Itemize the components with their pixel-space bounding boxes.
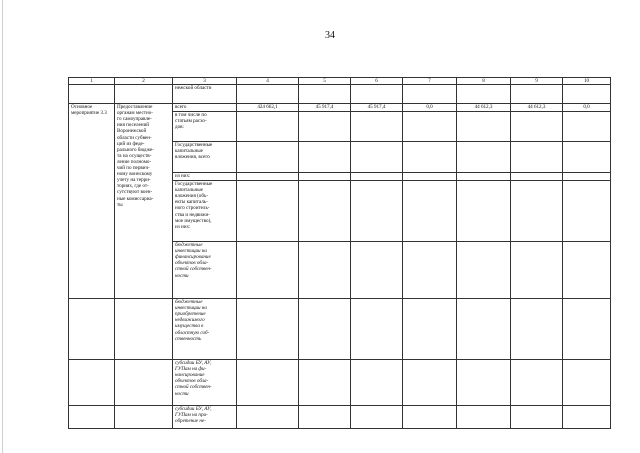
value-cell (237, 242, 299, 299)
value-cell (351, 112, 403, 142)
cell-line: капитальные (175, 148, 203, 155)
table-row (69, 406, 611, 429)
cell-line: капитальные (175, 187, 203, 194)
cell-line: имущества в (175, 323, 204, 330)
table-cell (69, 85, 115, 104)
value-cell (563, 142, 611, 173)
value-cell: 45 917,4 (299, 104, 351, 112)
value-cell (563, 112, 611, 142)
value-cell (511, 142, 563, 173)
value-cell (457, 142, 511, 173)
value-cell (351, 299, 403, 360)
item-cell (173, 406, 237, 429)
cell-line: ности (175, 390, 189, 397)
cell-line: в том числе по (175, 112, 207, 119)
value-cell (299, 242, 351, 299)
header-cell: 9 (511, 78, 563, 85)
table-cell (403, 85, 457, 104)
value-cell (403, 360, 457, 406)
value-cell (457, 112, 511, 142)
table-cell (115, 360, 173, 406)
value-cell (457, 406, 511, 429)
value-cell (299, 299, 351, 360)
table-cell (115, 85, 173, 104)
cell-line: субсидии БУ, АУ, (175, 406, 212, 413)
value-cell (403, 242, 457, 299)
value-cell (457, 181, 511, 242)
table-cell (457, 85, 511, 104)
item-cell (173, 360, 237, 406)
value-cell (403, 173, 457, 181)
cell-line: Предоставление (117, 104, 153, 111)
cell-line: бюджетные (175, 299, 203, 306)
cell-line: из них: (175, 223, 191, 230)
program-table (68, 77, 611, 429)
cell-line: области субвен- (117, 134, 152, 141)
item-cell (173, 142, 237, 173)
cell-line: статьям расхо- (175, 118, 207, 125)
value-cell (511, 242, 563, 299)
value-cell (299, 142, 351, 173)
cell-line: областную соб- (175, 329, 210, 336)
value-cell (351, 360, 403, 406)
value-cell: 424 662,1 (237, 104, 299, 112)
value-cell (403, 112, 457, 142)
continuation-row (69, 85, 611, 104)
page-number: 34 (325, 30, 335, 41)
cell-line: недвижимого (175, 317, 205, 324)
table-cell (69, 406, 115, 429)
table-cell (511, 85, 563, 104)
value-cell (299, 181, 351, 242)
table-cell (115, 299, 173, 360)
value-cell (237, 173, 299, 181)
cell-line: екты капиталь- (175, 199, 208, 206)
table-cell (115, 406, 173, 429)
cell-line: го самоуправле- (117, 116, 152, 123)
cell-line: приобретение (175, 311, 206, 318)
cell-line: органам местно- (117, 110, 153, 117)
item-cell (173, 104, 237, 112)
cell-line: финансирование (175, 254, 211, 261)
cell-line: мое имущество), (175, 217, 212, 224)
cell-line: дов: (175, 124, 184, 131)
cell-line: объектов обла- (175, 260, 209, 267)
cell-line: бюджетные (175, 242, 203, 249)
value-cell (511, 360, 563, 406)
cell-line: из них: (175, 173, 191, 180)
table-cell (299, 85, 351, 104)
cell-line: сутствуют воен- (117, 189, 153, 196)
value-cell (457, 242, 511, 299)
header-cell: 3 (173, 78, 237, 85)
cell-line: стной собствен- (175, 266, 212, 273)
header-cell: 5 (299, 78, 351, 85)
cell-line: инвестиции на (175, 305, 207, 312)
value-cell (351, 173, 403, 181)
value-cell (403, 142, 457, 173)
value-cell (351, 181, 403, 242)
item-cell (173, 112, 237, 142)
value-cell (563, 360, 611, 406)
value-cell (457, 173, 511, 181)
cell-line: всего (175, 104, 187, 111)
item-cell (173, 181, 237, 242)
value-cell (511, 181, 563, 242)
value-cell: 45 917,4 (351, 104, 403, 112)
value-cell (563, 173, 611, 181)
continuation-cell: нежской области (173, 85, 237, 104)
cell-line: ности (175, 272, 189, 279)
value-cell (403, 406, 457, 429)
value-cell: 0,0 (563, 104, 611, 112)
table-cell (69, 360, 115, 406)
cell-line: ному воинскому (117, 171, 153, 178)
cell-line: ния поселений (117, 122, 150, 129)
value-cell (511, 112, 563, 142)
value-cell (351, 242, 403, 299)
cell-line: ственность (175, 335, 202, 342)
header-cell: 1 (69, 78, 115, 85)
value-cell: 0,0 (403, 104, 457, 112)
table-cell (563, 85, 611, 104)
cell-line: ГУПам на при- (175, 412, 208, 419)
header-row (69, 78, 611, 85)
cell-line: ций из феде- (117, 140, 145, 147)
value-cell (457, 360, 511, 406)
value-cell: 44 612,3 (511, 104, 563, 112)
item-cell (173, 299, 237, 360)
cell-line: ГУПам на фи- (175, 366, 207, 373)
value-cell (511, 406, 563, 429)
item-cell (173, 173, 237, 181)
value-cell (237, 112, 299, 142)
value-cell (237, 142, 299, 173)
header-cell: 10 (563, 78, 611, 85)
header-cell: 4 (237, 78, 299, 85)
cell-line: инвестиции на (175, 248, 207, 255)
cell-line: учету на терри- (117, 177, 151, 184)
table-cell (237, 85, 299, 104)
table-row (69, 104, 611, 112)
value-cell: 44 612,3 (457, 104, 511, 112)
value-cell (299, 173, 351, 181)
cell-line: ства и недвижи- (175, 211, 210, 218)
cell-line: Государственные (175, 142, 213, 149)
cell-line: ные комиссариа- (117, 195, 154, 202)
value-cell (511, 299, 563, 360)
value-cell (237, 181, 299, 242)
cell-line: Воронежской (117, 128, 147, 135)
value-cell (237, 360, 299, 406)
value-cell (457, 299, 511, 360)
table-row (69, 360, 611, 406)
value-cell (403, 181, 457, 242)
value-cell (299, 360, 351, 406)
row-label-cell: Основное мероприятие 3.3 (69, 104, 115, 299)
header-cell: 2 (115, 78, 173, 85)
cell-line: рального бюдже- (117, 146, 154, 153)
cell-line: Государственные (175, 181, 213, 188)
value-cell (511, 173, 563, 181)
header-cell: 8 (457, 78, 511, 85)
value-cell (237, 406, 299, 429)
cell-line: объектов обла- (175, 378, 209, 385)
value-cell (237, 299, 299, 360)
value-cell (403, 299, 457, 360)
value-cell (563, 242, 611, 299)
table-row (69, 299, 611, 360)
cell-line: ты (117, 201, 123, 208)
cell-line: чий по первич- (117, 165, 150, 172)
cell-line: стной собствен- (175, 384, 212, 391)
item-cell (173, 242, 237, 299)
cell-line: вложения (объ- (175, 193, 209, 200)
header-cell: 7 (403, 78, 457, 85)
header-cell: 6 (351, 78, 403, 85)
cell-line: обретение не- (175, 418, 206, 425)
table-cell (69, 299, 115, 360)
table-cell (351, 85, 403, 104)
scan-edge (2, 0, 3, 453)
value-cell (351, 142, 403, 173)
value-cell (299, 406, 351, 429)
value-cell (563, 181, 611, 242)
cell-line: нансирование (175, 372, 205, 379)
value-cell (563, 299, 611, 360)
cell-line: ление полномо- (117, 158, 152, 165)
cell-line: ториях, где от- (117, 183, 149, 190)
cell-line: субсидии БУ, АУ, (175, 360, 212, 367)
cell-line: та на осуществ- (117, 152, 152, 159)
value-cell (351, 406, 403, 429)
table-body (69, 104, 611, 429)
value-cell (563, 406, 611, 429)
cell-line: вложения, всего (175, 154, 210, 161)
row-description-cell (115, 104, 173, 299)
cell-line: ного строитель- (175, 205, 210, 212)
value-cell (299, 112, 351, 142)
